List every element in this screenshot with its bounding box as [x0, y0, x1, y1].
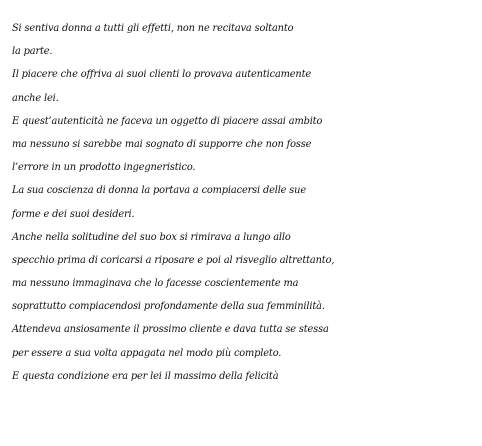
- body-text: [12, 17, 480, 388]
- text-line: Anche nella solitudine del suo box si rimirava a lungo allo: [12, 231, 291, 243]
- text-line: Si sentiva donna a tutti gli effetti, non ne recitava soltanto: [12, 23, 294, 34]
- text-line: anche lei.: [12, 92, 59, 104]
- text-line: Attendeva ansiosamente il prossimo cliente e dava tutta se stessa: [12, 324, 329, 336]
- text-line: ma nessuno si sarebbe mai sognato di supporre che non fosse: [12, 138, 312, 150]
- text-line: soprattutto compiacendosi profondamente della sua femminilità.: [12, 301, 325, 313]
- text-line: per essere a sua volta appagata nel modo più completo.: [12, 347, 282, 359]
- text-line: la parte.: [12, 46, 53, 58]
- text-line: l’errore in un prodotto ingegneristico.: [12, 162, 196, 174]
- text-line: ma nessuno immaginava che lo facesse coscientemente ma: [12, 278, 299, 290]
- text-line: E quest’autenticità ne faceva un oggetto di piacere assai ambito: [12, 115, 323, 127]
- text-line: Il piacere che offriva ai suoi clienti lo provava autenticamente: [12, 69, 312, 81]
- text-line: E questa condizione era per lei il massimo della felicità: [12, 370, 279, 382]
- text-line: La sua coscienza di donna la portava a compiacersi delle sue: [12, 185, 306, 197]
- text-line: specchio prima di coricarsi a riposare e poi al risveglio altrettanto,: [12, 254, 335, 266]
- text-line: forme e dei suoi desideri.: [12, 208, 135, 220]
